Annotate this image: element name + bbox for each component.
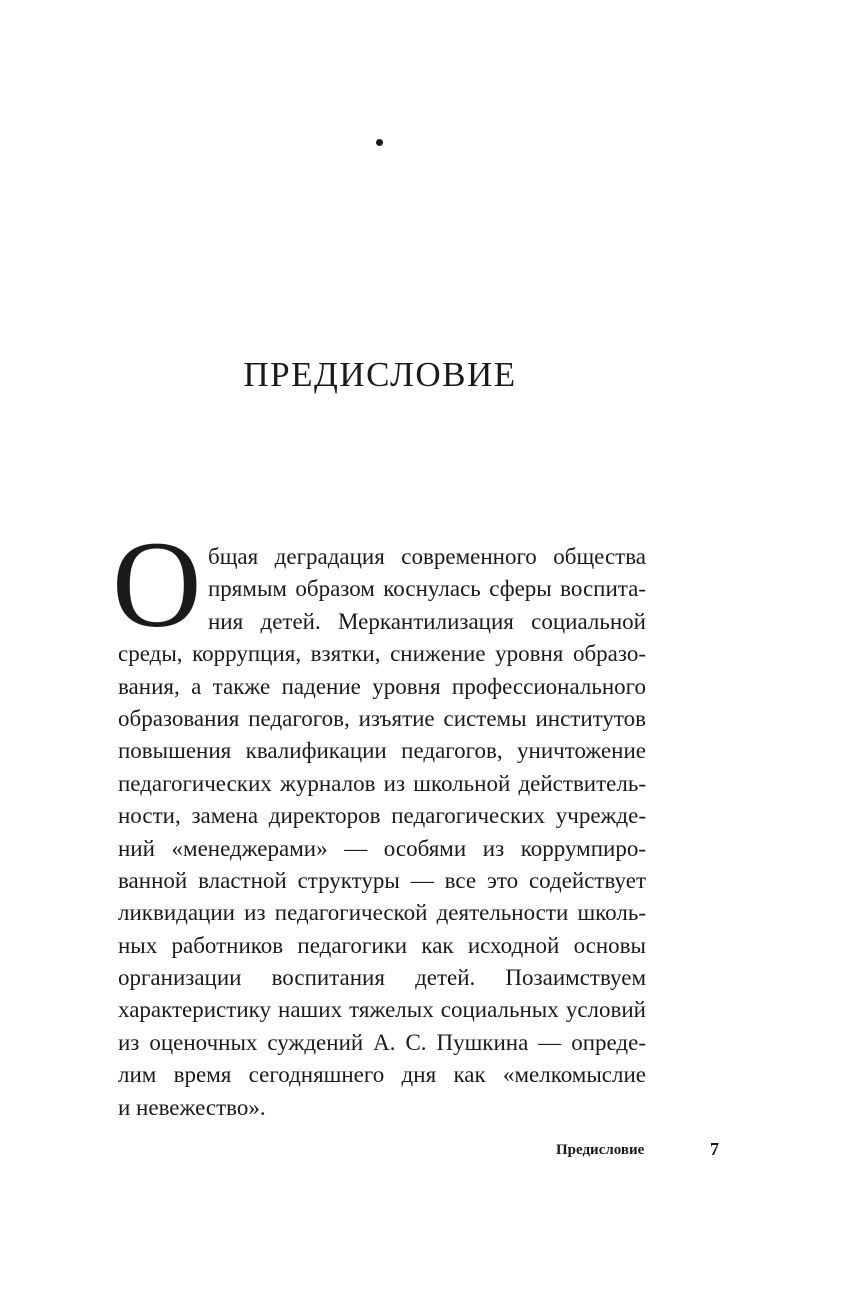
paragraph-line: ных работников педагогики как исходной основы bbox=[118, 932, 646, 958]
paragraph-line: характеристику наших тяжелых социальных условий bbox=[118, 997, 646, 1023]
paragraph-line: ликвидации из педагогической деятельности школь- bbox=[118, 900, 646, 926]
paragraph-line: прямым образом коснулась сферы воспита- bbox=[208, 576, 646, 602]
page-number: 7 bbox=[710, 1139, 719, 1159]
ornament-dot bbox=[376, 139, 383, 146]
paragraph-line: среды, коррупция, взятки, снижение уровня образо- bbox=[118, 641, 646, 667]
paragraph-line: бщая деградация современного общества bbox=[208, 544, 646, 569]
paragraph-line: из оценочных суждений А. С. Пушкина — опреде- bbox=[118, 1029, 646, 1055]
paragraph-line: и невежество». bbox=[118, 1094, 266, 1120]
paragraph-line: вания, а также падение уровня профессионального bbox=[118, 673, 646, 699]
paragraph-line: лим время сегодняшнего дня как «мелкомыслие bbox=[118, 1062, 646, 1088]
paragraph-line: педагогических журналов из школьной действитель- bbox=[118, 770, 646, 796]
paragraph-line: ности, замена директоров педагогических учрежде- bbox=[118, 803, 646, 829]
paragraph-line: ния детей. Меркантилизация социальной bbox=[208, 608, 646, 634]
drop-cap: О bbox=[112, 516, 202, 653]
running-footer-title: Предисловие bbox=[556, 1142, 645, 1158]
paragraph-line: ний «менеджерами» — особями из коррумпиро- bbox=[118, 835, 646, 861]
body-paragraph bbox=[118, 541, 646, 1124]
chapter-title: ПРЕДИСЛОВИЕ bbox=[243, 355, 517, 394]
paragraph-line: образования педагогов, изъятие системы институтов bbox=[118, 705, 646, 731]
paragraph-line: ванной властной структуры — все это содействует bbox=[118, 867, 646, 893]
paragraph-line: повышения квалификации педагогов, уничтожение bbox=[118, 738, 646, 764]
paragraph-line: организации воспитания детей. Позаимствуем bbox=[118, 965, 646, 991]
